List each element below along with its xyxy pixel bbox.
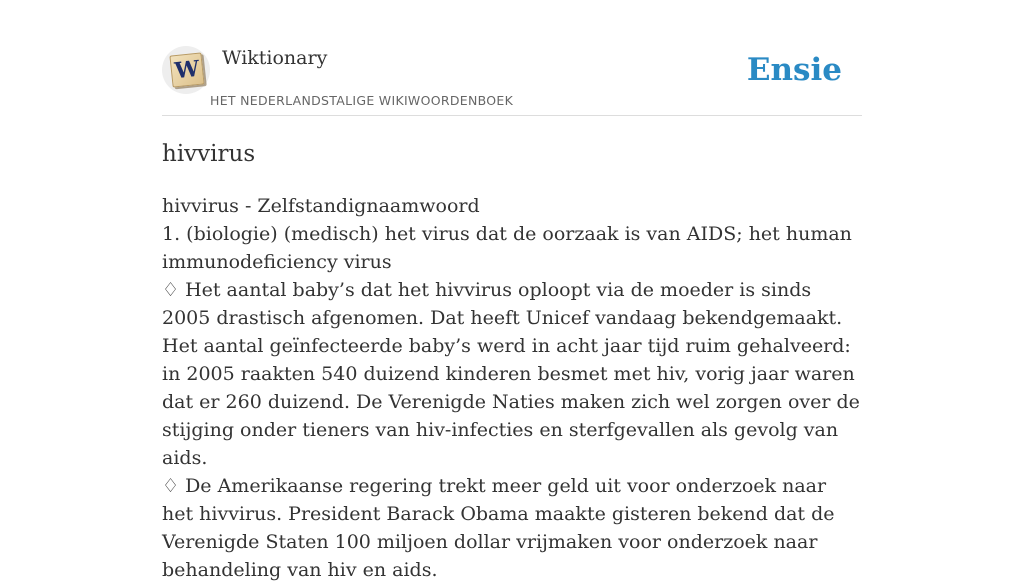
example-sentence: ♢ Het aantal baby’s dat het hivvirus oploopt via de moeder is sinds 2005 drastisch afgenomen. Dat heeft Unicef vandaag bekendgemaakt. Het aantal geïnfecteerde baby’s werd in acht jaar tijd ruim gehalveerd: in 2005 raakten 540 duizend kinderen besmet met hiv, vorig jaar waren dat er 260 duizend. De Verenigde Naties maken zich wel zorgen over de stijging onder tieners van hiv-infecties en sterfgevallen als gevolg van aids.	[162, 279, 860, 469]
entry-definition: 1. (biologie) (medisch) het virus dat de oorzaak is van AIDS; het human immunodeficiency virus	[162, 223, 852, 273]
ensie-brand-link[interactable]: Ensie	[746, 52, 842, 88]
site-tagline: HET NEDERLANDSTALIGE WIKIWOORDENBOEK	[210, 93, 514, 108]
wiktionary-logo[interactable]	[162, 46, 210, 94]
site-name[interactable]: Wiktionary	[222, 47, 328, 69]
entry-content	[162, 192, 862, 584]
wiktionary-logo-icon: W	[169, 52, 204, 87]
header-divider	[162, 115, 862, 116]
example-sentence: ♢ De Amerikaanse regering trekt meer geld uit voor onderzoek naar het hivvirus. President Barack Obama maakte gisteren bekend dat de Verenigde Staten 100 miljoen dollar vrijmaken voor onderzoek naar behandeling van hiv en aids.	[162, 475, 835, 581]
entry-heading: hivvirus - Zelfstandignaamwoord	[162, 195, 480, 217]
page-title: hivvirus	[162, 141, 256, 167]
